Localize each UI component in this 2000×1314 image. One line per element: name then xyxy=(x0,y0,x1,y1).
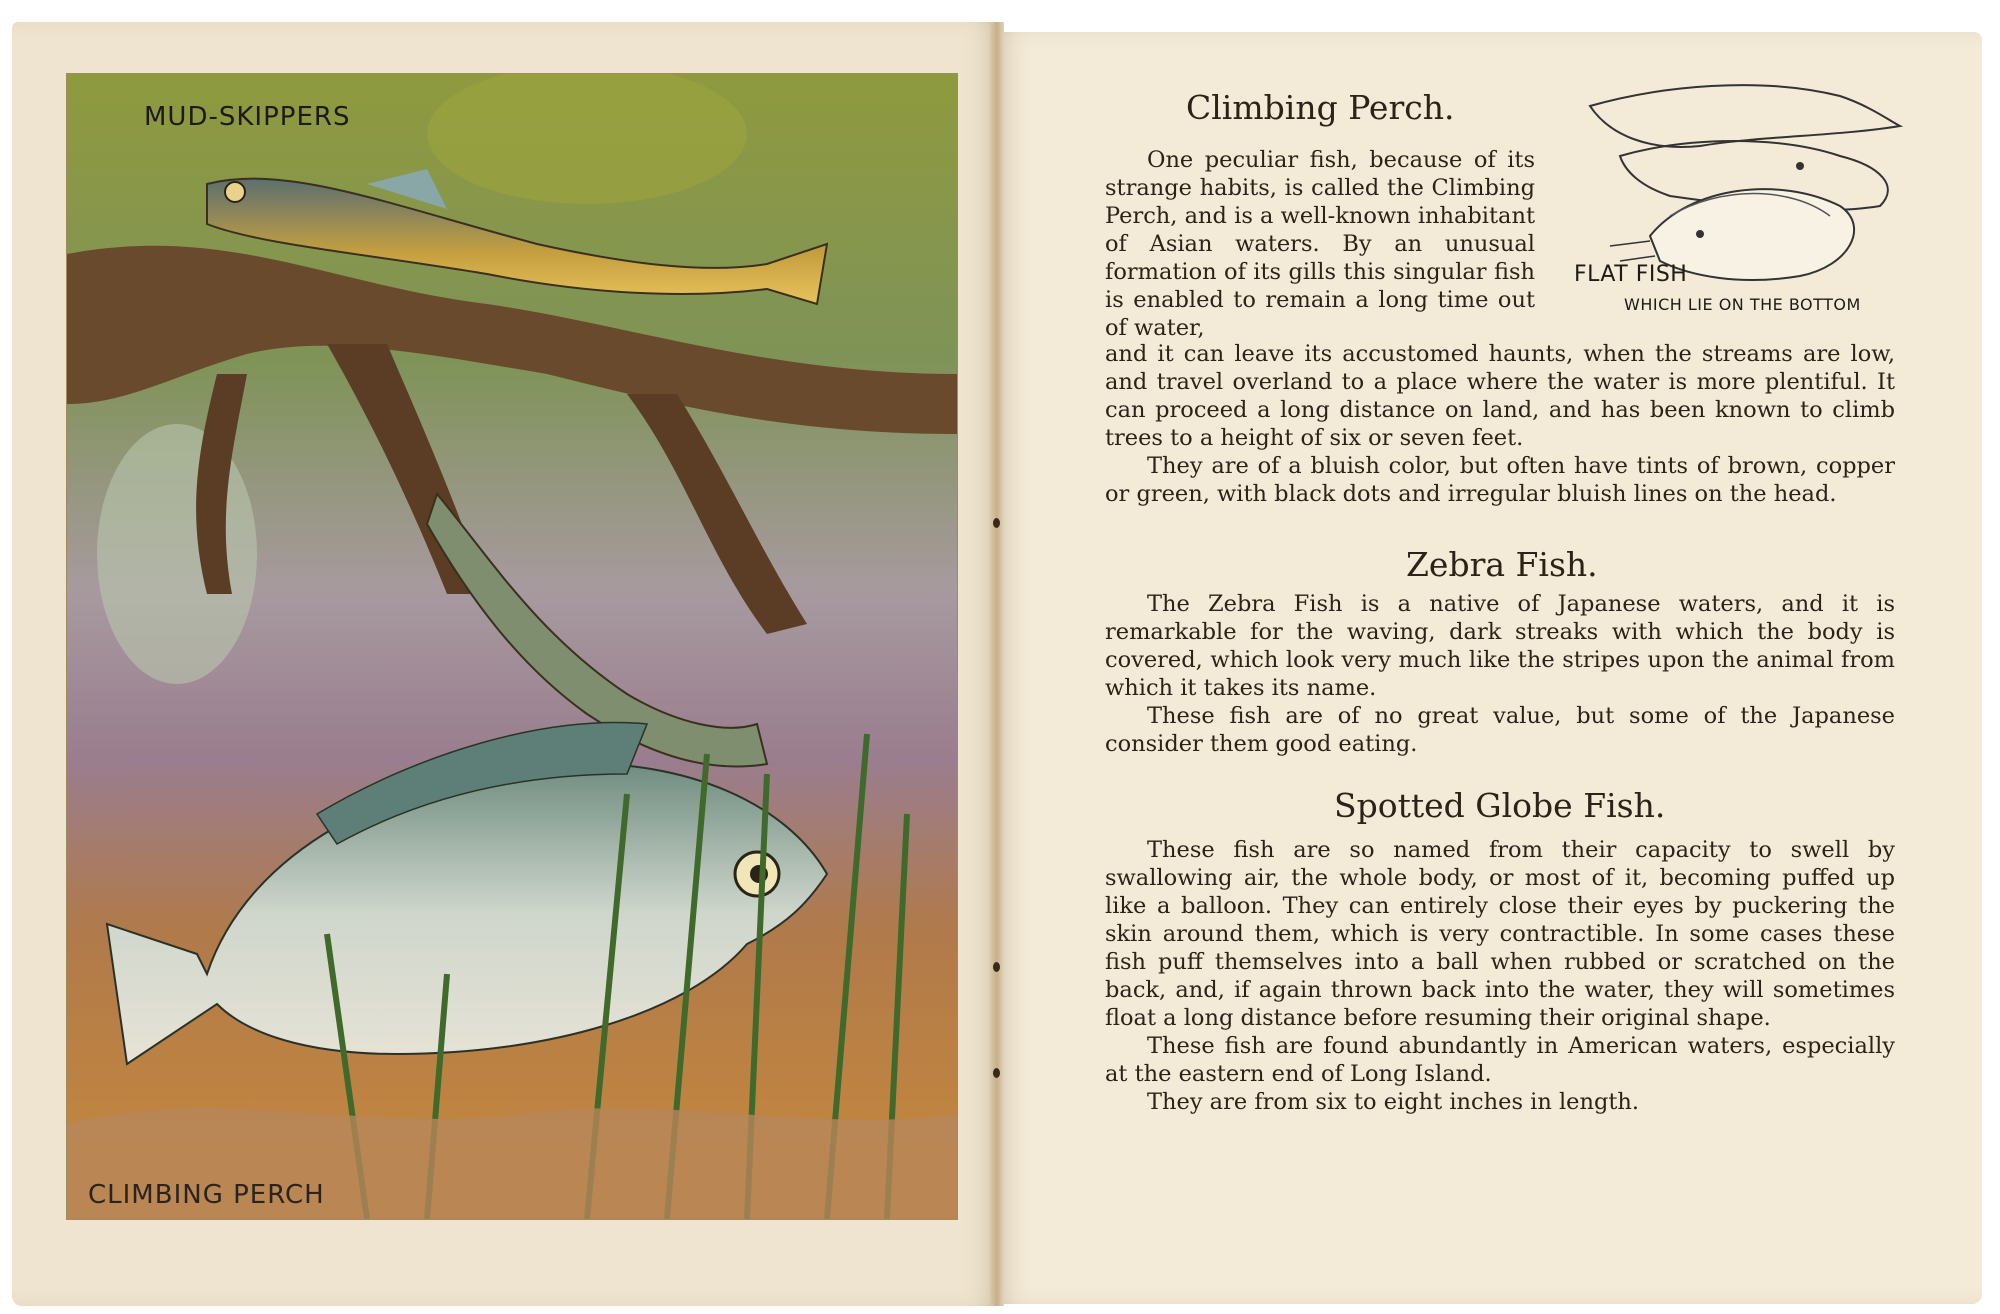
mud-skipper-perch-plate xyxy=(67,74,957,1219)
paragraph: These fish are found abundantly in American waters, especially at the eastern end of Long Island. xyxy=(1105,1033,1895,1087)
section-heading-spotted-globe-fish: Spotted Globe Fish. xyxy=(1334,786,1666,825)
color-plate-illustration xyxy=(66,73,958,1220)
illustration-caption-top: MUD-SKIPPERS xyxy=(144,102,351,132)
climbing-perch-intro xyxy=(1105,146,1535,342)
binding-stitch xyxy=(993,518,1000,528)
paragraph: One peculiar fish, because of its strange habits, is called the Climbing Perch, and is a well-known inhabitant of Asian waters. By an unusual formation of its gills this singular fish is enabled to remain a long time out of water, xyxy=(1105,147,1535,341)
spotted-globe-fish-body xyxy=(1105,836,1895,1116)
zebra-fish-body xyxy=(1105,590,1895,758)
flat-fish-subcaption: WHICH LIE ON THE BOTTOM xyxy=(1624,295,1861,314)
binding-stitch xyxy=(993,962,1000,972)
paragraph: They are of a bluish color, but often have tints of brown, copper or green, with black dots and irregular bluish lines on the head. xyxy=(1105,453,1895,507)
paragraph: These fish are so named from their capacity to swell by swallowing air, the whole body, or most of it, becoming puffed up like a balloon. They can entirely close their eyes by puckering the skin around them, which is very contractible. In some cases these fish puff themselves into a ball when rubbed or scratched on the back, and, if again thrown back into the water, they will sometimes float a long distance before resuming their original shape. xyxy=(1105,837,1895,1031)
paragraph: and it can leave its accustomed haunts, when the streams are low, and travel overland to a place where the water is more plentiful. It can proceed a long distance on land, and has been known to climb trees to a height of six or seven feet. xyxy=(1105,341,1895,451)
section-heading-zebra-fish: Zebra Fish. xyxy=(1406,545,1598,584)
flat-fish-caption: FLAT FISH xyxy=(1574,262,1688,287)
binding-stitch xyxy=(993,1068,1000,1078)
paragraph: They are from six to eight inches in length. xyxy=(1147,1089,1640,1115)
section-heading-climbing-perch: Climbing Perch. xyxy=(1186,88,1455,127)
climbing-perch-body xyxy=(1105,340,1895,508)
flat-fish-drawing xyxy=(1580,66,1910,286)
paragraph: The Zebra Fish is a native of Japanese waters, and it is remarkable for the waving, dark streaks with which the body is covered, which look very much like the stripes upon the animal from which it takes its name. xyxy=(1105,591,1895,701)
paragraph: These fish are of no great value, but some of the Japanese consider them good eating. xyxy=(1105,703,1895,757)
book-gutter xyxy=(990,22,1004,1306)
illustration-caption-bottom: CLIMBING PERCH xyxy=(88,1180,325,1210)
